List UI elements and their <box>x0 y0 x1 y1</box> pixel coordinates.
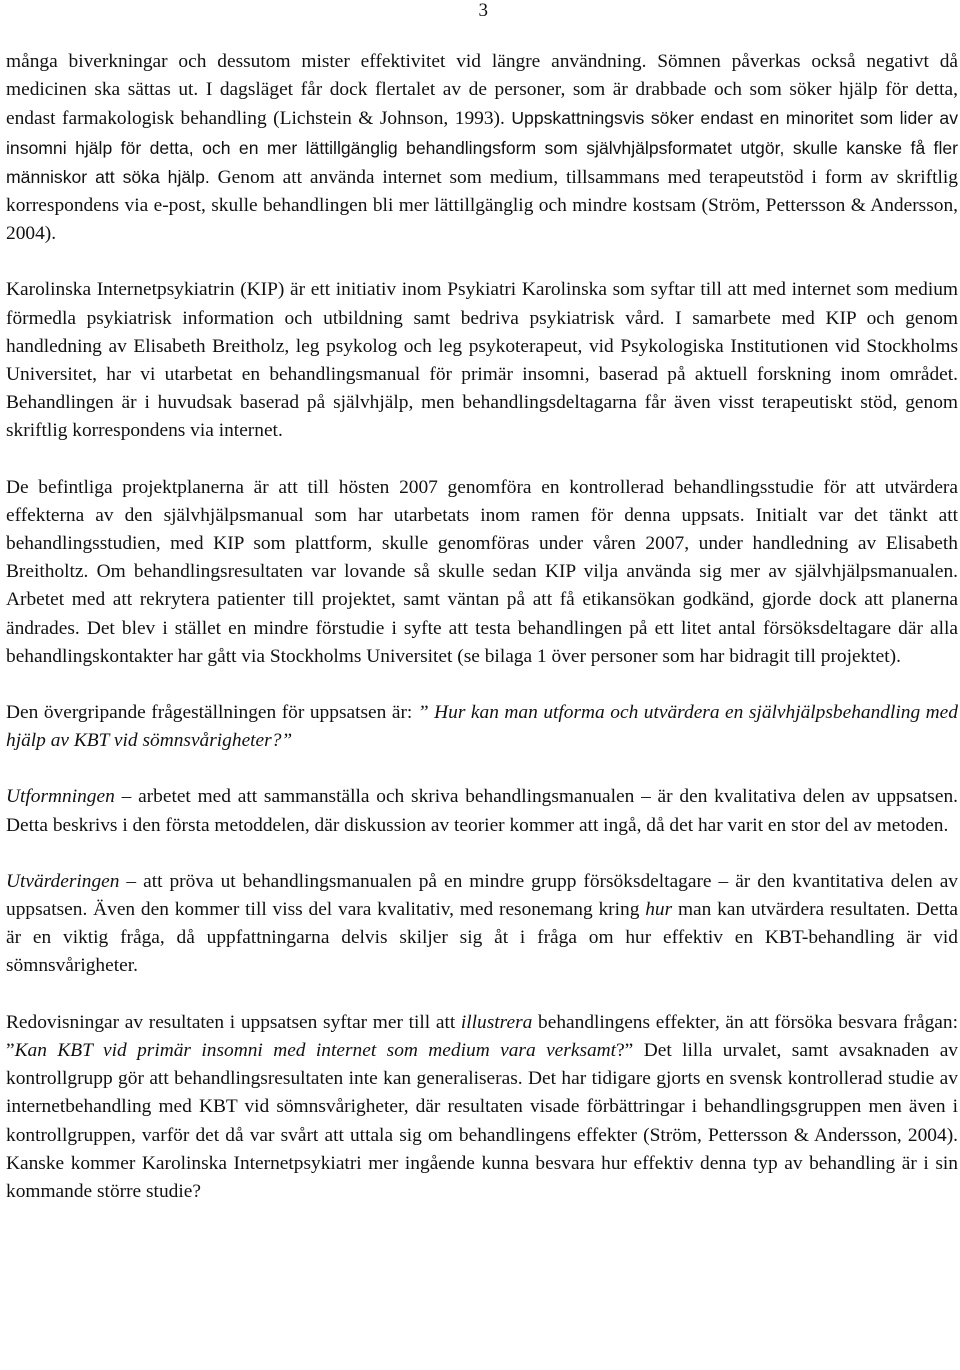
paragraph-project-plans <box>6 474 958 671</box>
text-run: Karolinska Internetpsykiatrin (KIP) är ett initiativ inom Psykiatri Karolinska som syftar till att med internet som medium förmedla psykiatrisk information och utbildning samt bedriva psykiatrisk vård. I samarbete med KIP och genom handledning av Elisabeth Breitholz, leg psykolog och leg psykoterapeut, vid Psykologiska Institutionen vid Stockholms Universitet, har vi utarbetat en behandlingsmanual för primär insomni, baserad på aktuell forskning inom området. Behandlingen är i huvudsak baserad på självhjälp, men behandlingsdeltagarna får även visst terapeutiskt stöd, genom skriftlig korrespondens via internet. <box>6 279 958 442</box>
text-run-italic: Utvärderingen <box>6 870 120 892</box>
paragraph-kip <box>6 276 958 445</box>
paragraph-utvarderingen <box>6 868 958 981</box>
text-run: Den övergripande frågeställningen för uppsatsen är: <box>6 702 418 724</box>
text-run: – arbetet med att sammanställa och skriva behandlingsmanualen – är den kvalitativa delen av uppsatsen. Detta beskrivs i den första metoddelen, där diskussion av teorier kommer att ingå, då det har varit en stor del av metoden. <box>6 786 958 836</box>
text-run: ?” Det lilla urvalet, samt avsaknaden av kontrollgrupp gör att behandlingsresultaten inte kan generaliseras. Det har tidigare gjorts en svensk kontrollerad studie av internetbehandling med KBT vid sömnsvårigheter, där resultaten visade förbättringar i behandlingsgruppen men även i kontrollgruppen, varför det då var svårt att uttala sig om behandlingens effekter (Ström, Pettersson & Andersson, 2004). Kanske kommer Karolinska Internetpsykiatri mer ingående kunna besvara hur effektiv denna typ av behandling är i sin kommande större studie? <box>6 1039 958 1202</box>
text-run-italic: illustrera <box>460 1011 533 1033</box>
text-run-italic: Kan KBT vid primär insomni med internet som medium vara verksamt <box>14 1039 617 1061</box>
text-run-italic: Utformningen <box>6 786 115 808</box>
paragraph-insomnia-treatment <box>6 48 958 248</box>
text-run: man kan utvärdera resultaten. Detta är en viktig fråga, då uppfattningarna delvis skiljer sig åt i fråga om hur effektiv en KBT-behandling är vid sömnsvårigheter. <box>6 899 958 977</box>
text-run: många biverkningar och dessutom mister effektivitet vid längre användning. Sömnen påverkas också negativt då medicinen ska sättas ut. I dagsläget får dock flertalet av de personer, som är drabbade och som söker hjälp för detta, endast farmakologisk behandling (Lichstein & Johnson, 1993). <box>6 51 958 130</box>
text-run-italic: hur <box>645 899 673 921</box>
body-text <box>6 48 958 1234</box>
text-run: Genom att använda internet som medium, tillsammans med terapeutstöd i form av skriftlig korrespondens via e-post, skulle behandlingen bli mer lättillgänglig och mindre kostsam (Ström, Pettersson & Andersson, 2004). <box>6 166 958 245</box>
paragraph-research-question <box>6 699 958 755</box>
text-run: Uppskattningsvis söker endast en minoritet som lider av insomni hjälp för detta, och en mer lättillgänglig behandlingsform som självhjälpsformatet utgör, skulle kanske få fler människor att söka hjälp. <box>6 108 958 187</box>
text-run: behandlingens effekter, än att försöka besvara frågan: ” <box>6 1011 958 1061</box>
text-run: Redovisningar av resultaten i uppsatsen syftar mer till att <box>6 1011 461 1033</box>
paragraph-results <box>6 1009 958 1206</box>
paragraph-utformningen <box>6 783 958 839</box>
page-number: 3 <box>478 0 488 21</box>
text-run: De befintliga projektplanerna är att till hösten 2007 genomföra en kontrollerad behandlingsstudie för att utvärdera effekterna av den självhjälpsmanual som har utarbetats inom ramen för denna uppsats. Initialt var det tänkt att behandlingsstudien, med KIP som plattform, skulle genomföras under våren 2007, under handledning av Elisabeth Breitholtz. Om behandlingsresultaten var lovande så skulle sedan KIP vilja använda sig mer av självhjälpsmanualen. Arbetet med att rekrytera patienter till projektet, samt väntan på att få etikansökan godkänd, gjorde dock att planerna ändrades. Det blev i stället en mindre förstudie i syfte att testa behandlingen på ett litet antal försöksdeltagare där alla behandlingskontakter har gått via Stockholms Universitet (se bilaga 1 över personer som har bidragit till projektet). <box>6 476 958 667</box>
text-run: – att pröva ut behandlingsmanualen på en mindre grupp försöksdeltagare – är den kvantitativa delen av uppsatsen. Även den kommer till viss del vara kvalitativ, med resonemang kring <box>6 870 958 921</box>
text-run-italic: ” Hur kan man utforma och utvärdera en självhjälpsbehandling med hjälp av KBT vid sömnsvårigheter?” <box>6 702 958 752</box>
